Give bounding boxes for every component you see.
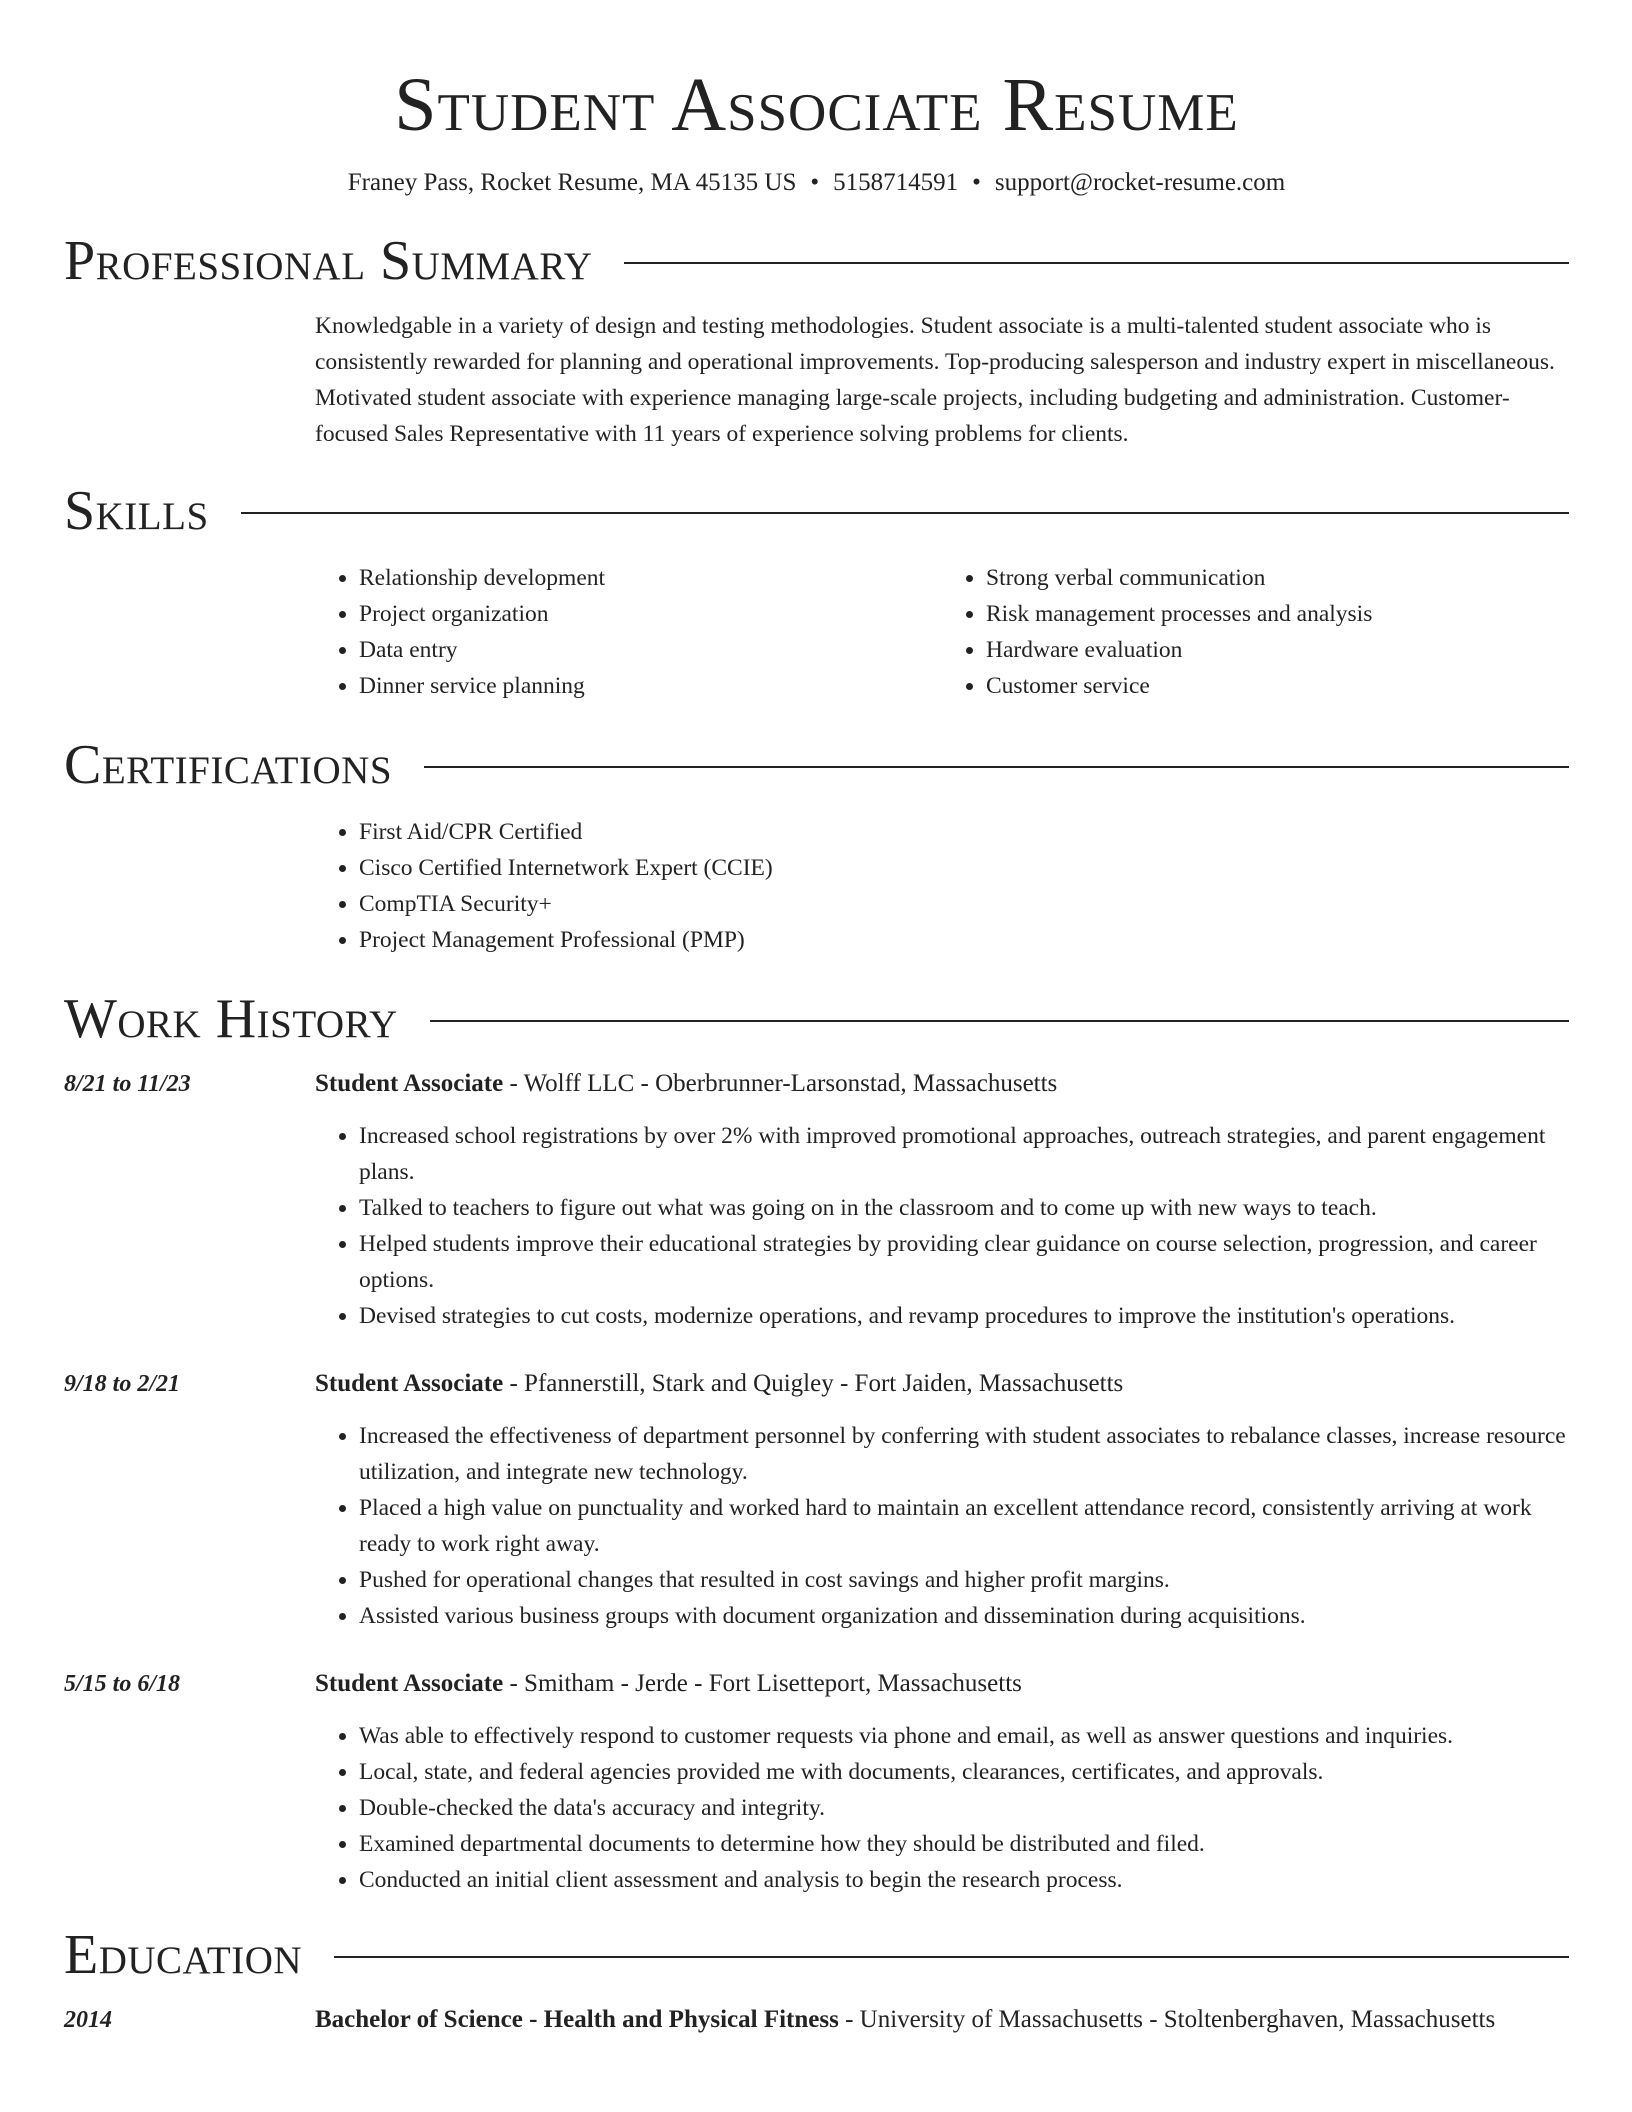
contact-email: support@rocket-resume.com bbox=[994, 169, 1286, 196]
job-title-line bbox=[315, 1066, 1569, 1102]
list-item: • Was able to effectively respond to customer requests via phone and email, as well as answer questions and inquiries. bbox=[359, 1718, 1569, 1754]
skills-list-left bbox=[315, 560, 942, 704]
summary-heading-row bbox=[64, 228, 1569, 294]
list-item: • Customer service bbox=[986, 668, 1569, 704]
list-item: • Project organization bbox=[359, 596, 942, 632]
job-dates: 8/21 to 11/23 bbox=[64, 1071, 191, 1097]
list-item: • Relationship development bbox=[359, 560, 942, 596]
job-title-line bbox=[315, 1366, 1569, 1402]
list-item: • Examined departmental documents to determine how they should be distributed and filed. bbox=[359, 1826, 1569, 1862]
section-divider bbox=[334, 1956, 1569, 1958]
job-role: Student Associate bbox=[315, 1370, 504, 1397]
list-item: • Project Management Professional (PMP) bbox=[359, 922, 1569, 958]
contact-line bbox=[64, 168, 1569, 198]
contact-phone: 5158714591 bbox=[833, 169, 959, 196]
list-item: • First Aid/CPR Certified bbox=[359, 814, 1569, 850]
contact-address: Franey Pass, Rocket Resume, MA 45135 US bbox=[347, 169, 797, 196]
list-item: • Talked to teachers to figure out what was going on in the classroom and to come up with new ways to teach. bbox=[359, 1190, 1569, 1226]
section-divider bbox=[241, 512, 1569, 514]
education-degree: Bachelor of Science - Health and Physical Fitness bbox=[315, 2006, 839, 2033]
education-section bbox=[64, 1922, 1569, 2038]
certifications-section bbox=[64, 732, 1569, 958]
work-section bbox=[64, 986, 1569, 1898]
job-employer: - Pfannerstill, Stark and Quigley - Fort Jaiden, Massachusetts bbox=[503, 1370, 1124, 1397]
summary-section bbox=[64, 228, 1569, 452]
list-item: • Dinner service planning bbox=[359, 668, 942, 704]
skills-heading: Skills bbox=[64, 480, 209, 542]
section-divider bbox=[624, 262, 1569, 264]
skills-section bbox=[64, 478, 1569, 704]
job-bullets bbox=[315, 1118, 1569, 1334]
section-divider bbox=[430, 1020, 1569, 1022]
list-item: • Pushed for operational changes that resulted in cost savings and higher profit margins. bbox=[359, 1562, 1569, 1598]
job-bullets bbox=[315, 1718, 1569, 1898]
list-item: • Placed a high value on punctuality and worked hard to maintain an excellent attendance record, consistently arriving at work ready to work right away. bbox=[359, 1490, 1569, 1562]
job-body bbox=[315, 1666, 1569, 1898]
education-heading-row bbox=[64, 1922, 1569, 1988]
job-dates: 5/15 to 6/18 bbox=[64, 1671, 181, 1697]
list-item: • Increased school registrations by over 2% with improved promotional approaches, outreach strategies, and parent engagement plans. bbox=[359, 1118, 1569, 1190]
certifications-list bbox=[315, 814, 1569, 958]
work-heading: Work History bbox=[64, 988, 398, 1050]
job-role: Student Associate bbox=[315, 1670, 504, 1697]
job-employer: - Smitham - Jerde - Fort Lisetteport, Massachusetts bbox=[503, 1670, 1022, 1697]
summary-text: Knowledgable in a variety of design and testing methodologies. Student associate is a multi-talented student associate who is consistently rewarded for planning and operational improvements. Top-producing salesperson and industry expert in miscellaneous. Motivated student associate with experience managing large-scale projects, including budgeting and administration. Customer-focused Sales Representative with 11 years of experience solving problems for clients. bbox=[315, 313, 1555, 447]
job-bullets bbox=[315, 1418, 1569, 1634]
work-heading-row bbox=[64, 986, 1569, 1052]
list-item: • Double-checked the data's accuracy and integrity. bbox=[359, 1790, 1569, 1826]
section-divider bbox=[424, 766, 1569, 768]
job-title-line bbox=[315, 1666, 1569, 1702]
summary-heading: Professional Summary bbox=[64, 230, 593, 292]
education-school: - University of Massachusetts - Stoltenberghaven, Massachusetts bbox=[838, 2006, 1496, 2033]
education-details bbox=[315, 2002, 1569, 2038]
list-item: • Assisted various business groups with document organization and dissemination during acquisitions. bbox=[359, 1598, 1569, 1634]
list-item: • Helped students improve their educational strategies by providing clear guidance on course selection, progression, and career options. bbox=[359, 1226, 1569, 1298]
job-entry bbox=[64, 1366, 1569, 1634]
contact-separator: • bbox=[972, 169, 981, 196]
job-dates: 9/18 to 2/21 bbox=[64, 1371, 181, 1397]
certifications-list-wrap bbox=[315, 814, 1569, 958]
certifications-heading: Certifications bbox=[64, 734, 393, 796]
job-employer: - Wolff LLC - Oberbrunner-Larsonstad, Massachusetts bbox=[503, 1070, 1058, 1097]
list-item: • Hardware evaluation bbox=[986, 632, 1569, 668]
list-item: • Local, state, and federal agencies provided me with documents, clearances, certificates, and approvals. bbox=[359, 1754, 1569, 1790]
contact-separator: • bbox=[810, 169, 820, 196]
list-item: • CompTIA Security+ bbox=[359, 886, 1569, 922]
resume-page bbox=[64, 0, 1569, 2038]
education-year: 2014 bbox=[64, 2007, 112, 2033]
work-list bbox=[64, 1066, 1569, 1898]
list-item: • Strong verbal communication bbox=[986, 560, 1569, 596]
job-role: Student Associate bbox=[315, 1070, 504, 1097]
job-body bbox=[315, 1366, 1569, 1634]
skills-heading-row bbox=[64, 478, 1569, 544]
list-item: • Conducted an initial client assessment and analysis to begin the research process. bbox=[359, 1862, 1569, 1898]
list-item: • Devised strategies to cut costs, modernize operations, and revamp procedures to improve the institution's operations. bbox=[359, 1298, 1569, 1334]
job-entry bbox=[64, 1066, 1569, 1334]
skills-list-right bbox=[942, 560, 1569, 704]
list-item: • Increased the effectiveness of department personnel by conferring with student associates to rebalance classes, increase resource utilization, and integrate new technology. bbox=[359, 1418, 1569, 1490]
certifications-heading-row bbox=[64, 732, 1569, 798]
education-heading: Education bbox=[64, 1924, 303, 1986]
education-entry bbox=[64, 2002, 1569, 2038]
list-item: • Cisco Certified Internetwork Expert (CCIE) bbox=[359, 850, 1569, 886]
skills-columns bbox=[315, 560, 1569, 704]
job-entry bbox=[64, 1666, 1569, 1898]
list-item: • Risk management processes and analysis bbox=[986, 596, 1569, 632]
job-body bbox=[315, 1066, 1569, 1334]
list-item: • Data entry bbox=[359, 632, 942, 668]
resume-title: Student Associate Resume bbox=[394, 63, 1239, 147]
